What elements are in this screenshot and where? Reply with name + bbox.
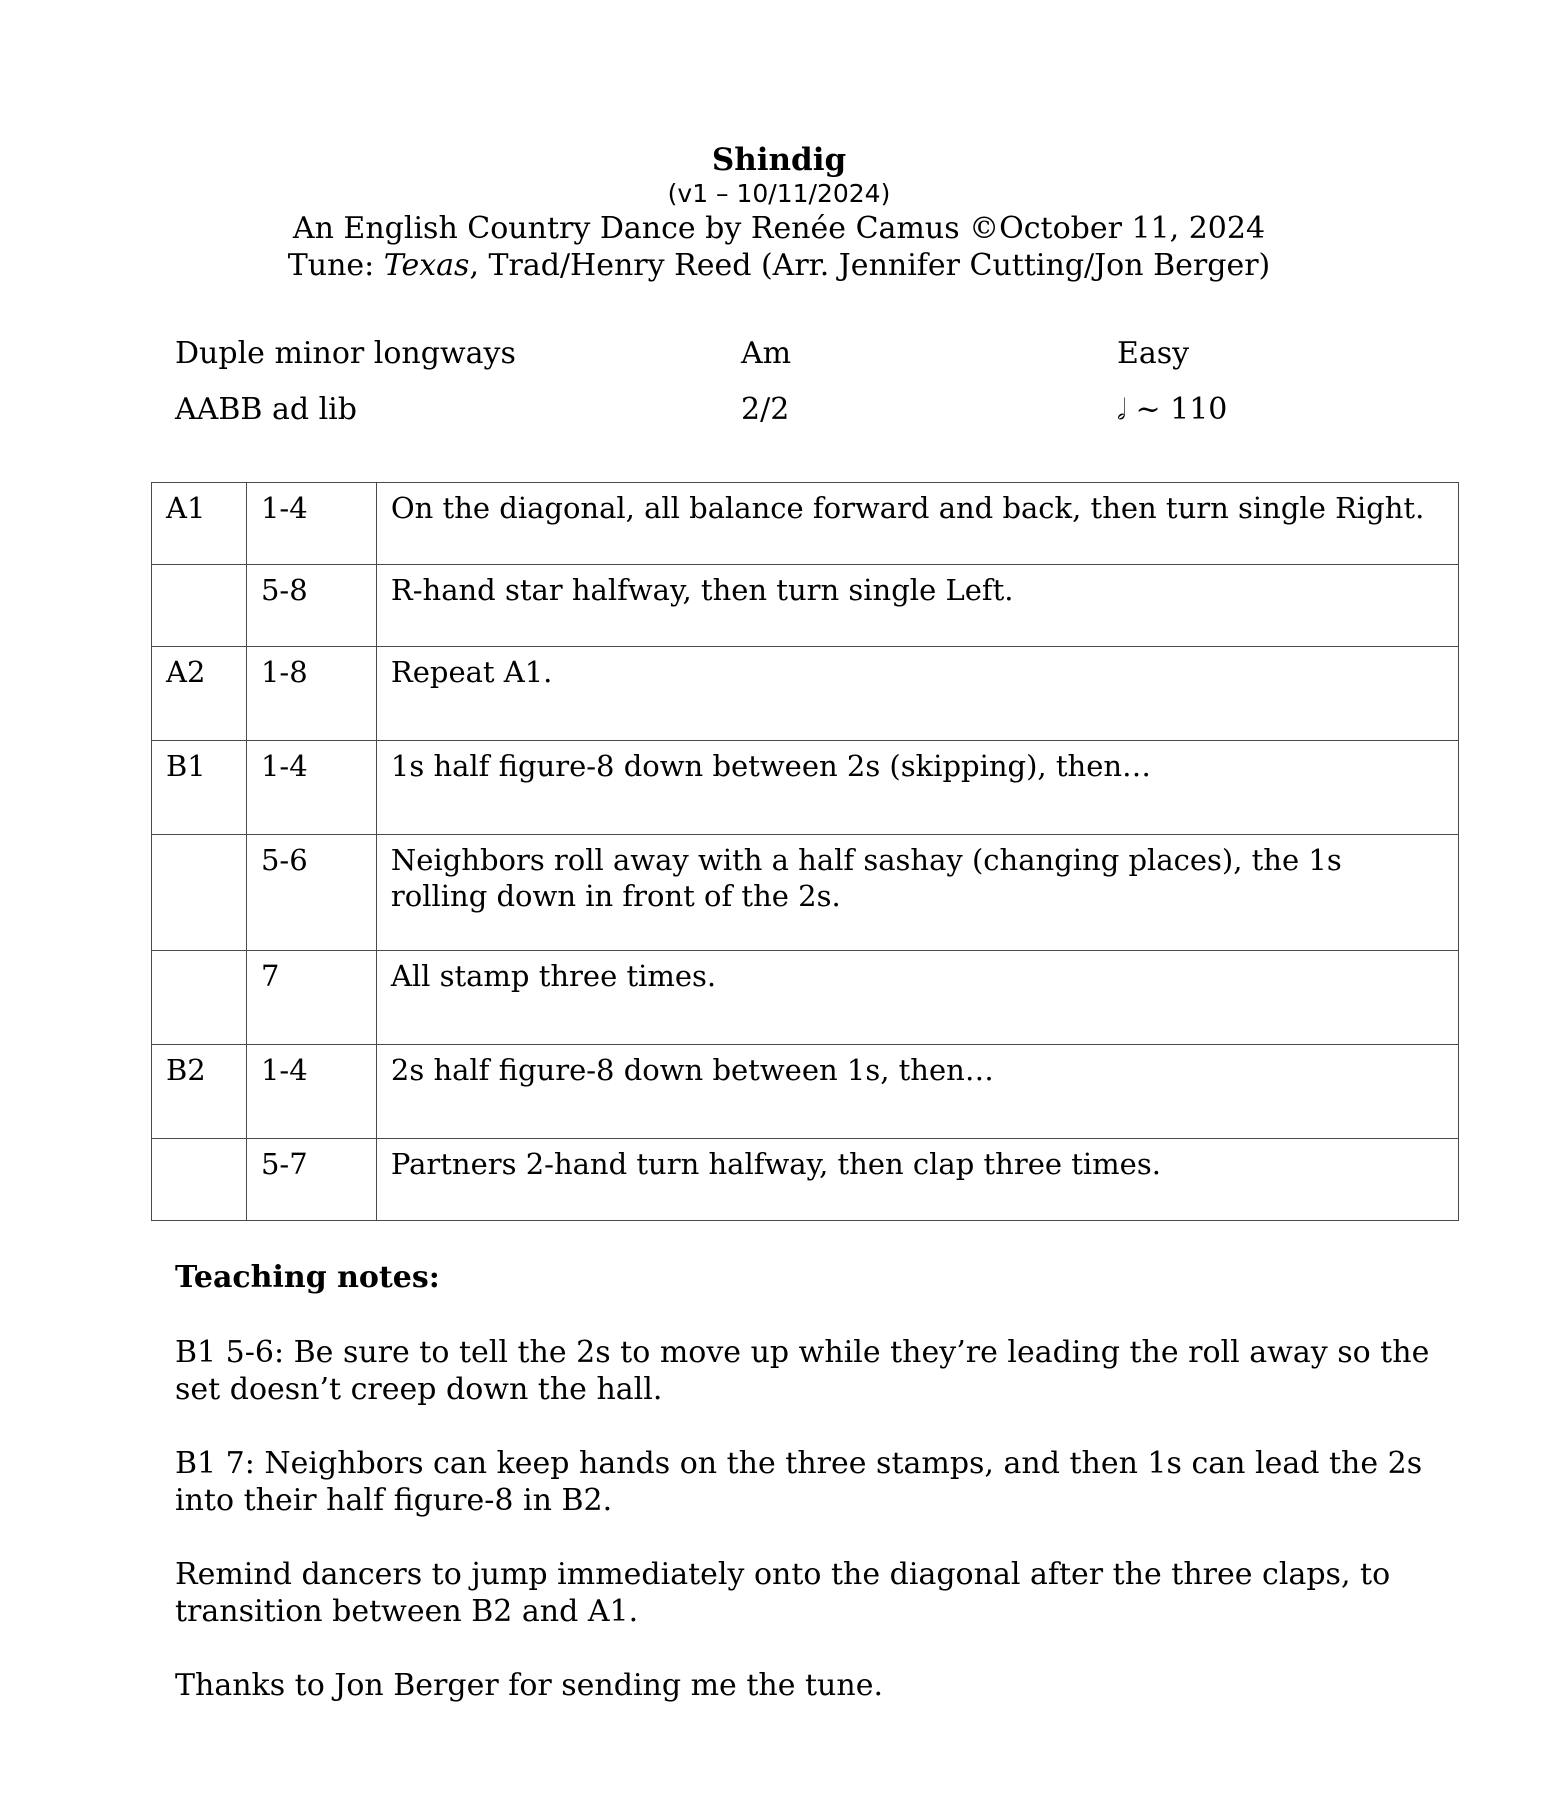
author-byline: An English Country Dance by Renée Camus ©October 11, 2024: [292, 211, 1266, 246]
tune-credits: , Trad/Henry Reed (Arr. Jennifer Cutting/Jon Berger): [469, 248, 1271, 283]
half-note-icon: 𝅗𝅥: [1117, 393, 1126, 426]
part-cell: A2: [152, 647, 247, 741]
formation: Duple minor longways: [175, 336, 516, 371]
teaching-note: Thanks to Jon Berger for sending me the tune.: [175, 1668, 883, 1703]
dance-title: Shindig: [711, 142, 847, 178]
tune-structure: AABB ad lib: [175, 392, 357, 427]
table-row: [152, 1045, 1459, 1139]
description-cell: 1s half figure-8 down between 2s (skipping), then…: [376, 741, 1458, 835]
difficulty: Easy: [1117, 336, 1190, 371]
description-cell: 2s half figure-8 down between 1s, then…: [376, 1045, 1458, 1139]
description-cell: Repeat A1.: [376, 647, 1458, 741]
table-row: [152, 565, 1459, 647]
part-cell: [152, 1139, 247, 1221]
bars-cell: 1-4: [246, 741, 376, 835]
part-cell: A1: [152, 483, 247, 565]
table-row: [152, 1139, 1459, 1221]
bars-cell: 1-4: [246, 1045, 376, 1139]
teaching-notes-heading: Teaching notes:: [175, 1260, 440, 1295]
part-cell: B2: [152, 1045, 247, 1139]
tempo: [1117, 390, 1227, 430]
description-cell: Neighbors roll away with a half sashay (changing places), the 1s rolling down in front of the 2s.: [376, 835, 1458, 951]
table-row: [152, 835, 1459, 951]
teaching-note: B1 5-6: Be sure to tell the 2s to move up while they’re leading the roll away so the set doesn’t creep down the hall.: [175, 1335, 1430, 1407]
part-cell: [152, 951, 247, 1045]
part-cell: [152, 835, 247, 951]
table-row: [152, 741, 1459, 835]
key: Am: [741, 336, 792, 371]
bars-cell: 5-6: [246, 835, 376, 951]
time-signature: 2/2: [741, 392, 790, 427]
table-row: [152, 951, 1459, 1045]
part-cell: [152, 565, 247, 647]
teaching-note: Remind dancers to jump immediately onto the diagonal after the three claps, to transition between B2 and A1.: [175, 1557, 1391, 1629]
description-cell: R-hand star halfway, then turn single Left.: [376, 565, 1458, 647]
dance-figures-table: [151, 482, 1459, 1221]
tune-name: Texas: [383, 248, 470, 283]
description-cell: All stamp three times.: [376, 951, 1458, 1045]
part-cell: B1: [152, 741, 247, 835]
description-cell: Partners 2-hand turn halfway, then clap three times.: [376, 1139, 1458, 1221]
tempo-value: ~ 110: [1135, 392, 1228, 427]
table-row: [152, 483, 1459, 565]
bars-cell: 1-4: [246, 483, 376, 565]
tune-line: [0, 246, 1558, 286]
bars-cell: 5-7: [246, 1139, 376, 1221]
bars-cell: 1-8: [246, 647, 376, 741]
table-row: [152, 647, 1459, 741]
description-cell: On the diagonal, all balance forward and back, then turn single Right.: [376, 483, 1458, 565]
version-line: (v1 – 10/11/2024): [667, 179, 891, 208]
tune-prefix: Tune:: [287, 248, 384, 283]
bars-cell: 7: [246, 951, 376, 1045]
teaching-note: B1 7: Neighbors can keep hands on the three stamps, and then 1s can lead the 2s into their half figure-8 in B2.: [175, 1446, 1423, 1518]
bars-cell: 5-8: [246, 565, 376, 647]
